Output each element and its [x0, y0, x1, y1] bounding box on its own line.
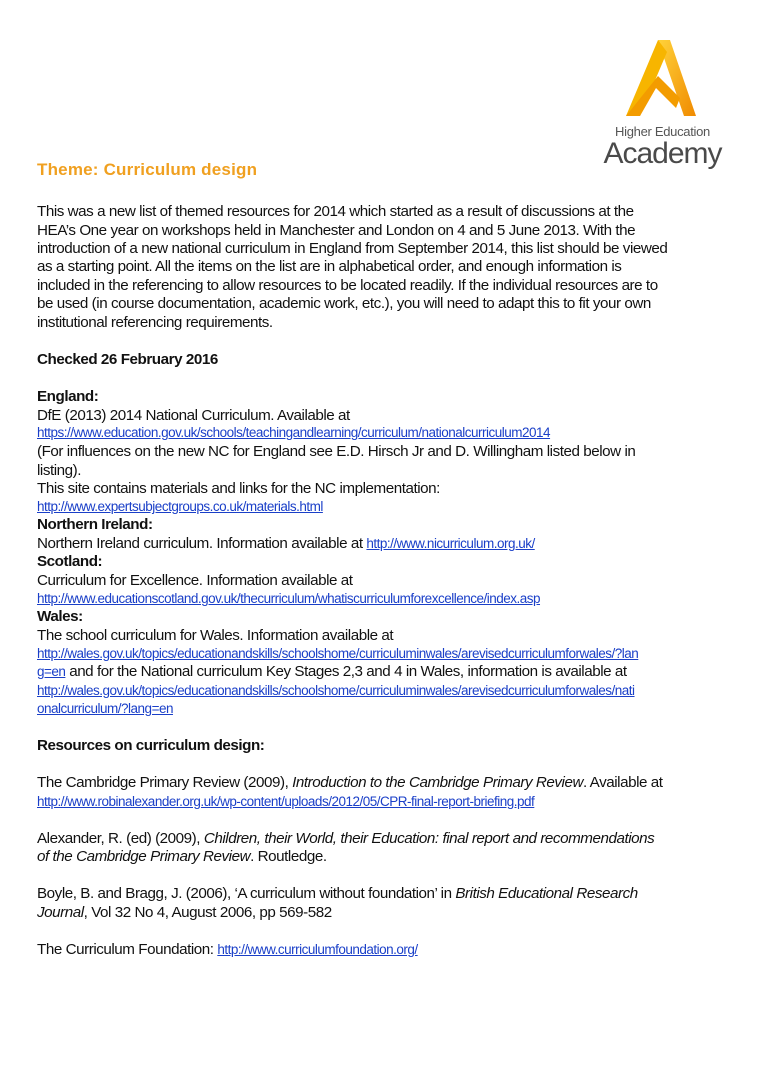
wales-text: The school curriculum for Wales. Information available at [37, 627, 394, 644]
heading-resources: Resources on curriculum design: [37, 737, 265, 754]
checked-date: Checked 26 February 2016 [37, 351, 218, 368]
intro-line-3: introduction of a new national curriculum in England from September 2014, this list should be viewed [37, 240, 668, 257]
resource-curriculum-foundation: The Curriculum Foundation: http://www.curriculumfoundation.org/ [37, 941, 418, 958]
link-wales-curriculum[interactable]: http://wales.gov.uk/topics/educationandskills/schoolshome/curriculuminwales/arevisedcurriculumforwales/?lan [37, 646, 639, 661]
resource-alexander: Alexander, R. (ed) (2009), Children, their World, their Education: final report and recommendations [37, 830, 655, 847]
academy-a-logo-icon [600, 36, 725, 126]
page-title: Theme: Curriculum design [37, 160, 258, 179]
link-curriculum-foundation[interactable]: http://www.curriculumfoundation.org/ [217, 942, 418, 957]
link-national-curriculum[interactable]: https://www.education.gov.uk/schools/teachingandlearning/curriculum/nationalcurriculum2014 [37, 425, 551, 440]
link-education-scotland[interactable]: http://www.educationscotland.gov.uk/thecurriculum/whatiscurriculumforexcellence/index.asp [37, 591, 541, 606]
intro-line-4: as a starting point. All the items on the list are in alphabetical order, and enough information is [37, 258, 622, 275]
link-expert-subject-groups[interactable]: http://www.expertsubjectgroups.co.uk/materials.html [37, 499, 323, 514]
heading-scotland: Scotland: [37, 553, 103, 570]
logo-academy: Academy [603, 137, 722, 170]
heading-northern-ireland: Northern Ireland: [37, 516, 153, 533]
heading-wales: Wales: [37, 608, 83, 625]
wales-mid-text: and for the National curriculum Key Stages 2,3 and 4 in Wales, information is available at [65, 663, 627, 680]
link-wales-national-curriculum-cont[interactable]: onalcurriculum/?lang=en [37, 701, 173, 716]
ni-text: Northern Ireland curriculum. Information available at [37, 535, 367, 552]
link-ni-curriculum[interactable]: http://www.nicurriculum.org.uk/ [366, 536, 535, 551]
link-wales-curriculum-cont[interactable]: g=en [37, 664, 66, 679]
england-ref: DfE (2013) 2014 National Curriculum. Available at [37, 407, 350, 424]
intro-line-5: included in the referencing to allow resources to be located readily. If the individual resources are to [37, 277, 658, 294]
resource-boyle: Boyle, B. and Bragg, J. (2006), ‘A curriculum without foundation’ in British Educational Research [37, 885, 638, 902]
england-note-1: (For influences on the new NC for England see E.D. Hirsch Jr and D. Willingham listed below in [37, 443, 636, 460]
hea-logo [600, 36, 725, 176]
england-site-text: This site contains materials and links for the NC implementation: [37, 480, 440, 497]
england-note-2: listing). [37, 462, 82, 479]
scotland-text: Curriculum for Excellence. Information available at [37, 572, 353, 589]
intro-line-6: be used (in course documentation, academic work, etc.), you will need to adapt this to fit your own [37, 295, 651, 312]
intro-line-7: institutional referencing requirements. [37, 314, 273, 331]
logo-higher-education: Higher Education [615, 124, 710, 139]
link-wales-national-curriculum[interactable]: http://wales.gov.uk/topics/educationandskills/schoolshome/curriculuminwales/arevisedcurriculumforwales/nati [37, 683, 635, 698]
resource-cambridge: The Cambridge Primary Review (2009), Introduction to the Cambridge Primary Review. Available at [37, 774, 663, 791]
intro-line-1: This was a new list of themed resources for 2014 which started as a result of discussions at the [37, 203, 634, 220]
heading-england: England: [37, 388, 99, 405]
link-cpr-briefing[interactable]: http://www.robinalexander.org.uk/wp-content/uploads/2012/05/CPR-final-report-briefing.pdf [37, 794, 535, 809]
intro-line-2: HEA’s One year on workshops held in Manchester and London on 4 and 5 June 2013. With the [37, 222, 636, 239]
